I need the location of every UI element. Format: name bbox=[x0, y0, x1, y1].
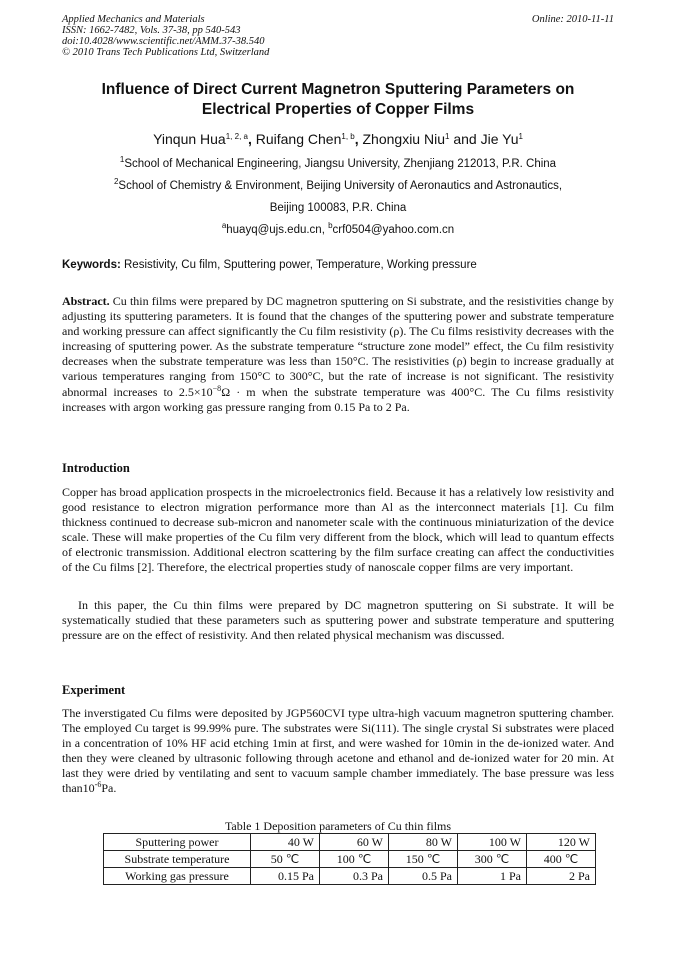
affiliation-text: School of Mechanical Engineering, Jiangsu University, Zhenjiang 212013, P.R. China bbox=[124, 158, 557, 170]
resistivity-unit: Ω · m bbox=[221, 384, 256, 399]
introduction-heading: Introduction bbox=[62, 461, 130, 475]
table-caption: Table 1 Deposition parameters of Cu thin films bbox=[224, 819, 452, 833]
row-label: Sputtering power bbox=[104, 834, 251, 851]
row-label: Substrate temperature bbox=[104, 851, 251, 868]
table-cell: 0.3 Pa bbox=[320, 868, 389, 885]
email-sup: a bbox=[221, 221, 227, 230]
paper-title bbox=[62, 80, 614, 120]
author-name: Jie Yu bbox=[480, 131, 519, 147]
resistivity-exponent: −8 bbox=[212, 383, 222, 393]
copyright: © 2010 Trans Tech Publications Ltd, Switzerland bbox=[62, 47, 270, 58]
title-line-2: Electrical Properties of Copper Films bbox=[201, 101, 475, 118]
doi: doi:10.4028/www.scientific.net/AMM.37-38.540 bbox=[62, 36, 265, 47]
author-name: Zhongxiu Niu bbox=[362, 131, 445, 147]
abstract-text-end: when the substrate temperature was 400°C. The Cu films resistivity increases with argon working gas pressure ranging from 0.15 Pa to 2 Pa. bbox=[62, 384, 615, 414]
table-row bbox=[104, 834, 596, 851]
experiment-text-end: Pa. bbox=[101, 781, 117, 796]
affiliation-1 bbox=[62, 157, 614, 171]
journal-name: Applied Mechanics and Materials bbox=[62, 14, 205, 25]
journal-header bbox=[62, 14, 614, 58]
table-cell: 0.15 Pa bbox=[251, 868, 320, 885]
affiliation-sup: 1 bbox=[119, 155, 125, 164]
table-cell: 40 W bbox=[251, 834, 320, 851]
abstract-label: Abstract. bbox=[62, 294, 110, 308]
author-list bbox=[62, 129, 614, 149]
author-sep: , bbox=[247, 131, 256, 147]
keywords bbox=[62, 258, 614, 272]
author-sep: , bbox=[354, 131, 363, 147]
introduction-paragraph-1: Copper has broad application prospects in the microelectronics field. Because it has a relatively low resistivity and good resistance to electron migration performance more than Al as the interconnect materials [1]. Cu film thickness continued to decrease sub-micron and nanometer scale with the continuous miniaturization of the device scale. These will make properties of the Cu film very different from the block, which will lead to quantum effects of electronic transmission. Additional electron scattering by the film surface creating can affect the conductivities of the Cu films [2]. Therefore, the electrical properties study of nanoscale copper films are very important. bbox=[62, 485, 614, 575]
email-b: crf0504@yahoo.com.cn bbox=[332, 224, 455, 236]
row-label: Working gas pressure bbox=[104, 868, 251, 885]
author-name: Yinqun Hua bbox=[153, 131, 226, 147]
online-date: Online: 2010-11-11 bbox=[531, 14, 614, 25]
table-cell: 100 W bbox=[458, 834, 527, 851]
affiliation-2 bbox=[62, 179, 614, 193]
email-sup: b bbox=[328, 221, 333, 230]
table-cell: 2 Pa bbox=[527, 868, 596, 885]
table-cell: 1 Pa bbox=[458, 868, 527, 885]
resistivity-value: 2.5×10 bbox=[178, 384, 213, 399]
author-sup: 1, b bbox=[341, 132, 355, 141]
affiliation-text: School of Chemistry & Environment, Beijing University of Aeronautics and Astronautics, bbox=[118, 180, 563, 192]
experiment-heading: Experiment bbox=[62, 683, 126, 697]
table-cell: 400 ℃ bbox=[527, 851, 596, 868]
author-sup: 1 bbox=[518, 132, 523, 141]
affiliation-2-line-2: Beijing 100083, P.R. China bbox=[269, 202, 407, 214]
title-line-1: Influence of Direct Current Magnetron Sputtering Parameters on bbox=[101, 81, 575, 98]
table-row bbox=[104, 851, 596, 868]
table-row bbox=[104, 868, 596, 885]
table-cell: 60 W bbox=[320, 834, 389, 851]
abstract bbox=[62, 294, 614, 415]
pressure-exponent: -6 bbox=[94, 780, 102, 790]
keywords-text: Resistivity, Cu film, Sputtering power, Temperature, Working pressure bbox=[120, 259, 477, 271]
author-sup: 1, 2, a bbox=[225, 132, 248, 141]
affiliation-sup: 2 bbox=[113, 177, 119, 186]
table-cell: 300 ℃ bbox=[458, 851, 527, 868]
table-cell: 120 W bbox=[527, 834, 596, 851]
table-cell: 0.5 Pa bbox=[389, 868, 458, 885]
author-sup: 1 bbox=[445, 132, 450, 141]
author-sep: and bbox=[449, 131, 481, 147]
table-cell: 50 ℃ bbox=[251, 851, 320, 868]
experiment-text: The inverstigated Cu films were deposited by JGP560CVI type ultra-high vacuum magnetron sputtering chamber. The employed Cu target is 99.99% pure. The substrates were Si(111). The single crystal Si substrates were placed in a concentration of 10% HF acid etching 1min at first, and were washed for 10min in the de-ionized water. And then they were cleaned by ultrasonic following through acetone and ethanol and de-ionized water for 20 min. At last they were dried by ventilating and sent to vacuum sample chamber immediately. The base pressure was less than10 bbox=[62, 706, 614, 796]
table-cell: 100 ℃ bbox=[320, 851, 389, 868]
issn: ISSN: 1662-7482, Vols. 37-38, pp 540-543 bbox=[62, 25, 241, 36]
experiment-paragraph bbox=[62, 706, 614, 797]
deposition-parameters-table bbox=[103, 833, 596, 885]
table-cell: 150 ℃ bbox=[389, 851, 458, 868]
table-cell: 80 W bbox=[389, 834, 458, 851]
abstract-text: Cu thin films were prepared by DC magnetron sputtering on Si substrate, and the resistivities change by adjusting its sputtering parameters. It is found that the changes of the sputtering power and substrate temperature and working pressure can affect significantly the Cu film resistivity (ρ). The Cu films resistivity decreases with the increasing of sputtering power. As the substrate temperature “structure zone model” effect, the Cu film resistivity decreases when the substrate temperature was less than 150°C. The resistivities (ρ) begin to increase gradually at various temperatures ranging from 150°C to 300°C, but the rate of increase is not significant. The resistivity abnormal increases to bbox=[62, 294, 614, 399]
email-a: huayq@ujs.edu.cn, bbox=[226, 224, 329, 236]
introduction-paragraph-2: In this paper, the Cu thin films were prepared by DC magnetron sputtering on Si substrate. It will be systematically studied that these parameters such as sputtering power and substrate temperature and sputtering pressure are on the effect of resistivity. And then related physical mechanism was discussed. bbox=[62, 598, 614, 643]
emails bbox=[62, 223, 614, 237]
keywords-label: Keywords: bbox=[62, 259, 121, 271]
author-name: Ruifang Chen bbox=[255, 131, 342, 147]
